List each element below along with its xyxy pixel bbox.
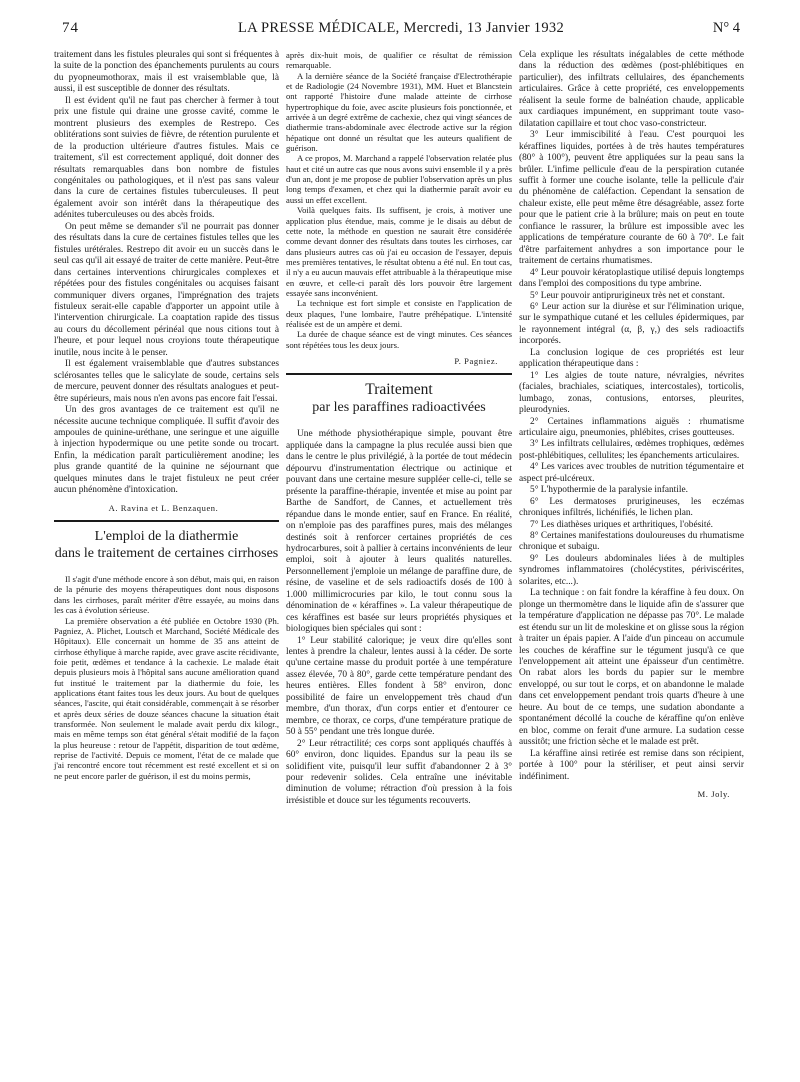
paragraph: Il est évident qu'il ne faut pas chercher à fermer à tout prix une fistule qui draine une grosse cavité, comme le montrent plusieurs des exemples de Restrepo. Ces oblitérations sont suivies de fièvre, de rétention purulente et de la production ultérieure d'autres fistules. Mais ce traitement, s'il est correctement appliqué, doit donner des résultats remarquables dans bon nombre de fistules congénitales ou pathologiques, et il n'est pas sans valeur dans la cure de certaines fistules tuberculeuses. Il peut également avoir son intérêt dans la thérapeutique des adénites tuberculeuses ou des abcès froids. <box>54 95 279 221</box>
paragraph: 6° Les dermatoses prurigineuses, les eczémas chroniques infiltrés, lichénifiés, le lichen plan. <box>519 496 744 519</box>
paragraph: 1° Les algies de toute nature, névralgies, névrites (faciales, brachiales, sciatiques, intercostales), torticolis, lumbago, zonas, contusions, entorses, pleurites, pleurodynies. <box>519 370 744 416</box>
paragraph: A la dernière séance de la Société française d'Electrothérapie et de Radiologie (24 Novembre 1931), MM. Huet et Blancstein ont rapporté l'histoire d'une malade atteinte de cirrhose hypertrophique du foie, avec ascite plusieurs fois ponctionnée, et arrivée à un degré extrême de cachexie, chez qui vingt séances de diathermie trans-abdominale avec électrode active sur la région hépatique ont donné un résultat que les auteurs qualifient de guérison. <box>286 70 512 154</box>
paragraph: 3° Leur immiscibilité à l'eau. C'est pourquoi les kéraffines liquides, portées à de très hautes températures (80° à 100°), peuvent être appliquées sur la peau sans la brûler. L'infime pellicule d'eau de la perspiration cutanée suffit à former une couche isolante, telle la pellicule d'air du phénomène de caléfaction. Cependant la sensation de chaleur existe, elle peut même être désagréable, assez forte pour que le patient crie à la brûlure; mais on peut en toute confiance le rassurer, la brûlure est impossible avec les applications de température courante de 60 à 70°. Le fait d'être parfaitement anhydres a son importance pour le traitement de certains rhumatismes. <box>519 130 744 267</box>
author-signature: M. Joly. <box>697 789 730 799</box>
paragraph: 8° Certaines manifestations douloureuses du rhumatisme chronique et subaigu. <box>519 531 744 553</box>
paragraph: Un des gros avantages de ce traitement est qu'il ne nécessite aucune technique compliquée. Il suffit d'avoir des ampoules de quinine-uréthane, une seringue et une aiguille à injection hypodermique ou une petite sonde ou trocart. Enfin, la médication paraît particulièrement anodine; les plus grande quantité de la quinine ne séjournant que quelques minutes dans le trajet fistuleux ne peut créer aucun phénomène d'intoxication. <box>54 405 279 496</box>
column-middle <box>286 50 512 807</box>
running-header <box>62 20 740 42</box>
paragraph: La durée de chaque séance est de vingt minutes. Ces séances sont répétées tous les deux jours. <box>286 329 512 350</box>
article-title-line: Traitement <box>365 381 433 399</box>
paragraph: 2° Leur rétractilité; ces corps sont appliqués chauffés à 60° environ, donc liquides. Epandus sur la peau ils se solidifient vite, puisqu'il leur suffit d'abandonner 2 à 3° pour redevenir solides. Cela entraîne une inévitable diminution de volume; rétraction d'où pression à la fois irrésistible et douce sur les téguments recouverts. <box>286 738 512 806</box>
author-signature: A. Ravina et L. Benzaquen. <box>108 502 219 513</box>
article-divider <box>54 520 279 522</box>
paragraph: 5° L'hypothermie de la paralysie infantile. <box>530 485 688 496</box>
paragraph: 7° Les diathèses uriques et arthritiques, l'obésité. <box>530 519 713 530</box>
paragraph: Il s'agit d'une méthode encore à son début, mais qui, en raison de la pénurie des moyens thérapeutiques dont nous disposons dans les cirrhoses, paraît mériter d'être essayée, au moins dans les cas à évolution sérieuse. <box>54 574 279 616</box>
paragraph: 4° Leur pouvoir kératoplastique utilisé depuis longtemps dans l'emploi des compositions du type ambrine. <box>519 267 744 290</box>
paragraph: La première observation a été publiée en Octobre 1930 (Ph. Pagniez, A. Plichet, Loutsch et Marchand, Société Médicale des Hôpitaux). Elle concernait un homme de 35 ans atteint de cirrhose éthylique à marche rapide, avec grave ascite récidivante, foie petit, œdèmes et tendance à la cachexie. Le malade était depuis plusieurs mois à l'hôpital sans aucune amélioration quand fut institué le traitement par la diathermie du foie, les applications étant faites tous les deux jours. Au bout de quelques séances, l'ascite, qui était considérable, commençait à se résorber et après deux séries de douze séances chacune la situation était transformée. Non seulement le malade avait perdu dix kilogr., mais en même temps son état général s'était modifié de la façon la plus heureuse : retour de l'appétit, disparition de tout œdème, reprise de l'activité. Depuis ce moment, l'état de ce malade que j'ai rencontré encore tout récemment est resté excellent et si on ne peut encore parler de guérison, il est du moins permis, <box>54 615 279 781</box>
article-title-line: L'emploi de la diathermie <box>94 529 239 545</box>
paragraph: 5° Leur pouvoir antiprurigineux très net et constant. <box>530 290 725 301</box>
paragraph: Cela explique les résultats inégalables de cette méthode dans la réduction des œdèmes (post-phlébitiques en particulier), des infiltrats cellulaires, des épanchements articulaires. Grâce à cette propriété, ces enveloppements réalisent la seule forme de balnéation chaude, applicable aux cardiaques impunément, en supprimant toute vaso-dilatation capillaire et tout choc vaso-constricteur. <box>519 50 744 129</box>
paragraph: On peut même se demander s'il ne pourrait pas donner des résultats dans la cure de certaines fistules telles que les fistules urétérales. Restrepo dit avoir eu un succès dans le seul cas qu'il ait essayé de traiter de cette manière. Peut-être dans certaines interventions chirurgicales complexes et répétées pour des fistules congénitales ou acquises faisant communiquer divers organes, l'imprégnation des trajets fistuleux serait-elle capable d'apporter un appoint utile à l'intervention chirurgicale. La coaptation rapide des tissus au cours du décollement périnéal que nous citions tout à l'heure, et pour lequel nous croyions toute thérapeutique inutile, nous incite à le penser. <box>54 221 279 358</box>
paragraph: La kéraffine ainsi retirée est remise dans son récipient, portée à 100° pour la stériliser, et peut ainsi servir indéfiniment. <box>519 748 744 782</box>
paragraph: Voilà quelques faits. Ils suffisent, je crois, à motiver une application plus étendue, mais, comme je le disais au début de cette note, la méthode en question ne saurait être considérée comme devant donner des résultats dans toutes les cirrhoses, car dans plusieurs autres cas où j'ai eu occasion de l'essayer, depuis mes premières tentatives, le résultat obtenu a été nul. En tout cas, il n'y a eu aucun mauvais effet attribuable à la thérapeutique mise en œuvre, et celle-ci paraît dès lors pouvoir être largement essayée sans inconvénient. <box>286 205 512 298</box>
article-title <box>54 528 279 562</box>
issue-number: N° 4 <box>712 20 740 36</box>
paragraph: après dix-huit mois, de qualifier ce résultat de rémission remarquable. <box>286 50 512 71</box>
article-divider <box>286 373 512 375</box>
paragraph: 1° Leur stabilité calorique; je veux dire qu'elles sont lentes à prendre la chaleur, lentes aussi à la céder. De sorte qu'une certaine masse du produit portée à une température assez élevée, 70 à 80°, garde cette température pendant des heures entières. Elles fondent à 58° environ, donc possibilité de faire un enveloppement très chaud d'un membre, d'un thorax, d'un corps entier et d'entourer ce membre, ce thorax, ce corps, d'une température pratique de 50 à 55° pendant une très longue durée. <box>286 635 512 738</box>
paragraph: traitement dans les fistules pleurales qui sont si fréquentes à la suite de la ponction des épanchements purulents au cours du pyopneumothorax, mais il est vraisemblable que, là aussi, il est susceptible de donner des résultats. <box>54 50 279 95</box>
author-signature: P. Pagniez. <box>454 355 498 366</box>
column-left <box>54 50 279 781</box>
paragraph: Il est également vraisemblable que d'autres substances sclérosantes telles que le salicylate de soude, certains sels de mercure, peuvent donner des résultats analogues et peut-être supérieurs, mais nous n'en avons pas encore fait l'essai. <box>54 359 279 404</box>
column-right <box>519 50 744 806</box>
page-number: 74 <box>62 20 79 36</box>
journal-title: LA PRESSE MÉDICALE, Mercredi, 13 Janvier 1932 <box>237 20 565 36</box>
paragraph: 9° Les douleurs abdominales liées à de multiples syndromes inflammatoires (cholécystites, périviscérites, solarites, etc...). <box>519 553 744 587</box>
paragraph: A ce propos, M. Marchand a rappelé l'observation relatée plus haut et cité un autre cas que nous avons suivi ensemble il y a près d'un an, dont je me propose de publier l'observation après un plus long temps d'examen, et chez qui la diathermie paraît avoir eu aussi un effet excellent. <box>286 153 512 205</box>
article-title-line: par les paraffines radioactivées <box>312 400 486 416</box>
paragraph: 3° Les infiltrats cellulaires, œdèmes trophiques, œdèmes post-phlébitiques, cellulites; les épanchements articulaires. <box>519 439 744 461</box>
paragraph: 2° Certaines inflammations aiguës : rhumatisme articulaire aigu, pneumonies, phlébites, crises goutteuses. <box>519 416 744 438</box>
article-title <box>286 381 512 417</box>
article-body <box>286 50 512 350</box>
paragraph: La technique : on fait fondre la kéraffine à feu doux. On plonge un thermomètre dans le liquide afin de s'assurer que la température d'application ne dépasse pas 70°. Le malade est étendu sur un lit de moleskine et on glisse sous la région à traiter un épais papier. A l'aide d'un pinceau on accumule les couches de kéraffine sur le tégument jusqu'à ce que l'enveloppement ait atteint une épaisseur d'un centimètre. On rabat alors les bords du papier sur le membre enveloppé, ou sur tout le corps, et on abandonne le malade dans cet enveloppement pendant trois quarts d'heure à une heure. Au bout de ce temps, une sudation abondante a spontanément décollé la couche de kéraffine qu'on enlève en bloc, comme on ferait d'une armure. La sudation cesse aussitôt; une friction sèche et le malade est prêt. <box>519 588 744 748</box>
paragraph: La conclusion logique de ces propriétés est leur application thérapeutique dans : <box>519 347 744 370</box>
article-title-line: dans le traitement de certaines cirrhoses <box>54 546 279 562</box>
paragraph: Une méthode physiothérapique simple, pouvant être appliquée dans la campagne la plus reculée aussi bien que dans le centre le plus privilégié, à la portée de tout médecin dépourvu d'instrumentation électrique ou actinique et pouvant dans une certaine mesure suppléer celle-ci, telle se présente la paraffine-thérapie, inventée et mise au point par Barthe de Sandfort, de Cannes, et actuellement très répandue dans le monde entier, sauf en France. En réalité, on n'emploie pas des paraffines pures, mais des mélanges destinés soit à renforcer certaines propriétés de ces hydrocarbures, soit à pallier à certains inconvénients de leur emploi, soit à ajouter à leurs qualités naturelles. Personnellement j'emploie un mélange de paraffine dure, de résine, de vaseline et de sels radioactifs dosés de 100 à 1.000 millimicrocuries par kilo, le tout connu sous la dénomination de « kéraffines ». La valeur thérapeutique de ces kéraffines est basée sur leurs propriétés physiques et biologiques bien spéciales qui sont : <box>286 429 512 635</box>
article-body <box>54 574 279 781</box>
paragraph: 6° Leur action sur la diurèse et sur l'élimination urique, sur le sympathique cutané et les cellules épidermiques, par le rayonnement intégral (α, β, γ,) des sels radioactifs incorporés. <box>519 301 744 347</box>
paragraph: La technique est fort simple et consiste en l'application de deux plaques, l'une lombaire, l'autre préhépatique. L'intensité réalisée est de un ampère et demi. <box>286 298 512 329</box>
paragraph: 4° Les varices avec troubles de nutrition tégumentaire et aspect pré-ulcéreux. <box>519 462 744 484</box>
